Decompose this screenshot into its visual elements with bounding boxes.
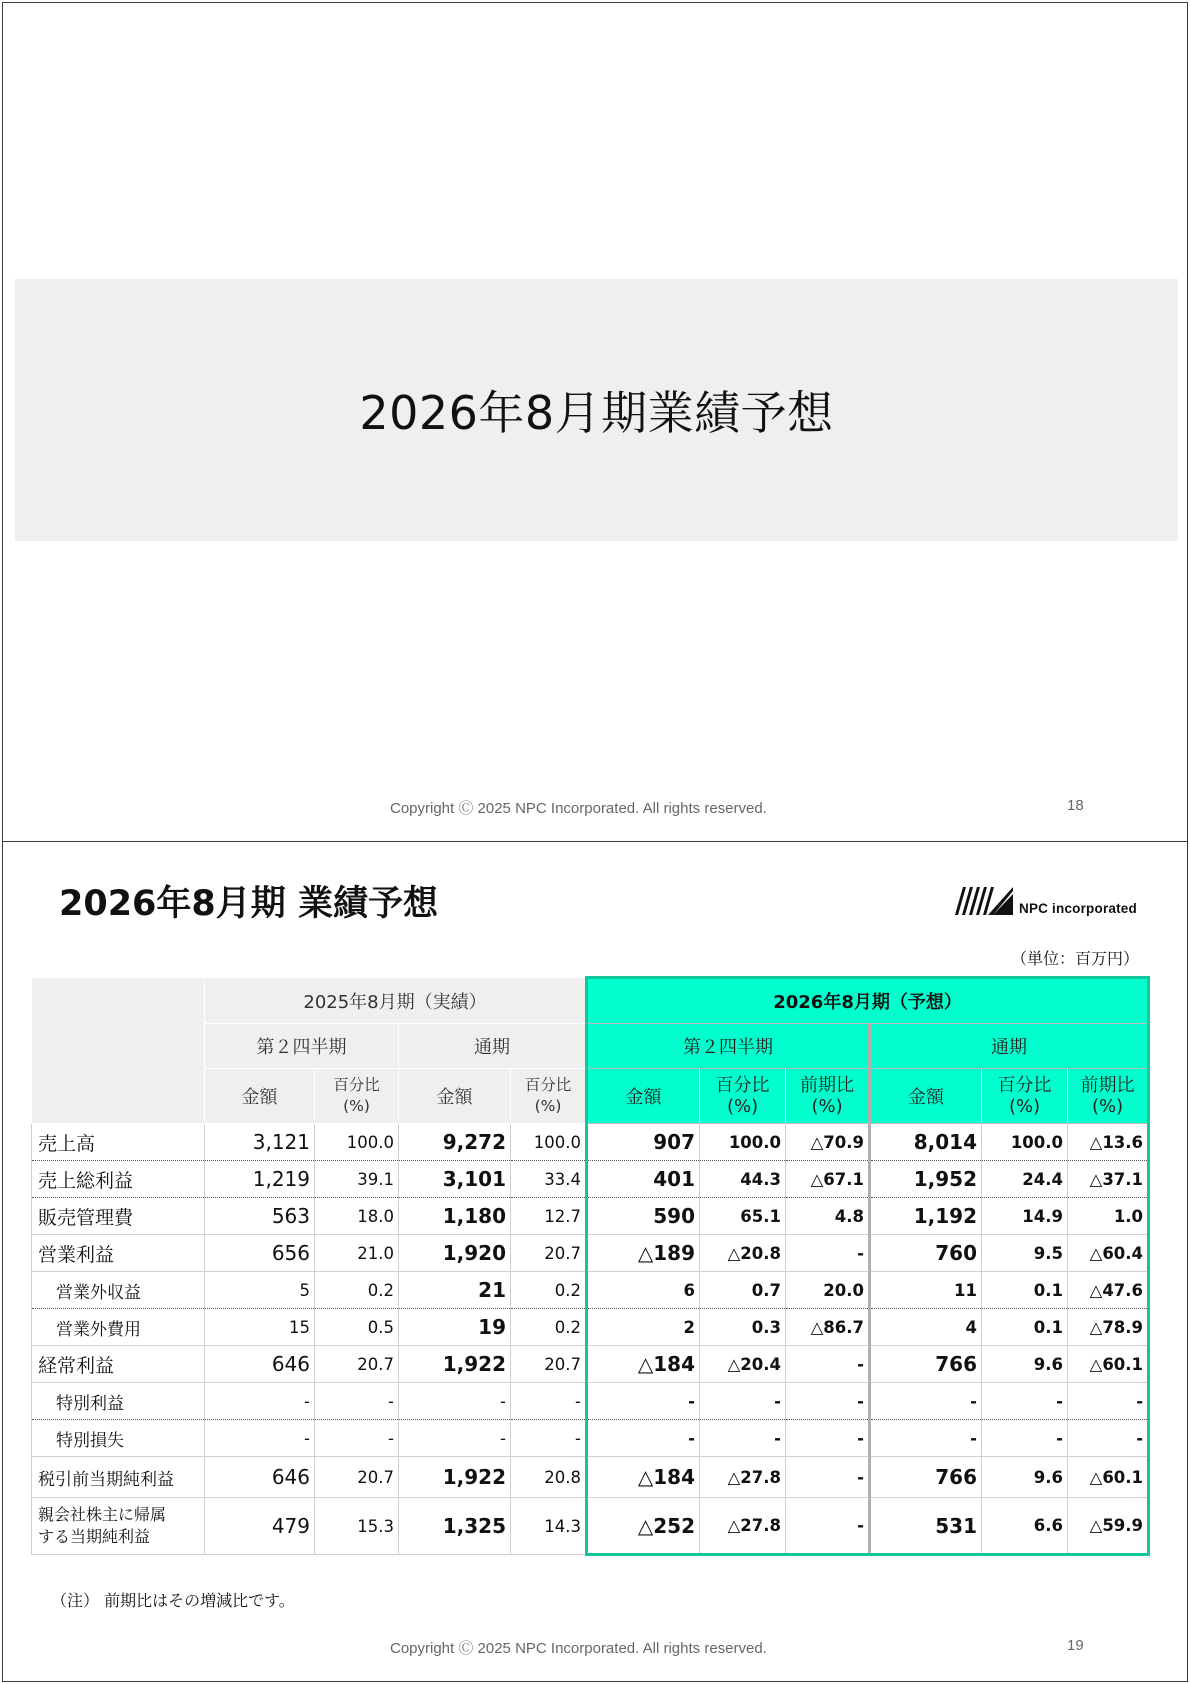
row-label: 経常利益 bbox=[32, 1346, 205, 1383]
header-amount: 金額 bbox=[870, 1069, 982, 1124]
cell-value: - bbox=[700, 1383, 786, 1420]
cell-value: △252 bbox=[587, 1498, 700, 1555]
row-label: 税引前当期純利益 bbox=[32, 1457, 205, 1498]
section-banner bbox=[15, 279, 1178, 541]
row-label: 売上総利益 bbox=[32, 1161, 205, 1198]
cell-value: 1.0 bbox=[1068, 1198, 1149, 1235]
cell-value: 0.2 bbox=[511, 1272, 587, 1309]
page-number: 19 bbox=[1067, 1637, 1084, 1654]
cell-value: 531 bbox=[870, 1498, 982, 1555]
company-logo bbox=[953, 886, 1137, 916]
cell-value: 12.7 bbox=[511, 1198, 587, 1235]
slide-18 bbox=[2, 2, 1188, 842]
cell-value: 20.7 bbox=[511, 1346, 587, 1383]
cell-value: 3,101 bbox=[399, 1161, 511, 1198]
cell-value: - bbox=[982, 1420, 1068, 1457]
cell-value: 760 bbox=[870, 1235, 982, 1272]
cell-value: △184 bbox=[587, 1457, 700, 1498]
cell-value: 14.3 bbox=[511, 1498, 587, 1555]
unit-label: （単位：百万円） bbox=[1010, 949, 1139, 968]
cell-value: - bbox=[700, 1420, 786, 1457]
cell-value: 100.0 bbox=[700, 1124, 786, 1161]
financial-forecast-table bbox=[31, 976, 1150, 1556]
cell-value: △20.4 bbox=[700, 1346, 786, 1383]
npc-logo-icon bbox=[953, 886, 1015, 916]
cell-value: △60.1 bbox=[1068, 1457, 1149, 1498]
cell-value: - bbox=[786, 1346, 870, 1383]
table-row-net-income-parent bbox=[32, 1498, 1149, 1555]
slide-19 bbox=[2, 842, 1188, 1682]
cell-value: - bbox=[786, 1420, 870, 1457]
row-label: 営業外収益 bbox=[32, 1272, 205, 1309]
cell-value: 1,192 bbox=[870, 1198, 982, 1235]
header-forecast-q2: 第２四半期 bbox=[587, 1024, 870, 1069]
cell-value: 1,219 bbox=[205, 1161, 315, 1198]
logo-text: NPC incorporated bbox=[1019, 901, 1137, 916]
cell-value: 44.3 bbox=[700, 1161, 786, 1198]
cell-value: △67.1 bbox=[786, 1161, 870, 1198]
header-amount: 金額 bbox=[205, 1069, 315, 1124]
cell-value: △59.9 bbox=[1068, 1498, 1149, 1555]
table-row-extraordinary-loss bbox=[32, 1420, 1149, 1457]
cell-value: 39.1 bbox=[315, 1161, 399, 1198]
cell-value: 5 bbox=[205, 1272, 315, 1309]
table-row-sga bbox=[32, 1198, 1149, 1235]
cell-value: 100.0 bbox=[315, 1124, 399, 1161]
cell-value: 401 bbox=[587, 1161, 700, 1198]
cell-value: 0.5 bbox=[315, 1309, 399, 1346]
cell-value: - bbox=[399, 1420, 511, 1457]
cell-value: 19 bbox=[399, 1309, 511, 1346]
cell-value: 646 bbox=[205, 1457, 315, 1498]
cell-value: 563 bbox=[205, 1198, 315, 1235]
table-row-operating-profit bbox=[32, 1235, 1149, 1272]
cell-value: 9,272 bbox=[399, 1124, 511, 1161]
cell-value: 766 bbox=[870, 1457, 982, 1498]
header-ratio: 百分比 (%) bbox=[315, 1069, 399, 1124]
cell-value: 0.3 bbox=[700, 1309, 786, 1346]
cell-value: 907 bbox=[587, 1124, 700, 1161]
cell-value: 1,922 bbox=[399, 1346, 511, 1383]
cell-value: - bbox=[587, 1383, 700, 1420]
cell-value: △37.1 bbox=[1068, 1161, 1149, 1198]
cell-value: - bbox=[786, 1235, 870, 1272]
cell-value: - bbox=[511, 1420, 587, 1457]
header-amount: 金額 bbox=[587, 1069, 700, 1124]
cell-value: - bbox=[982, 1383, 1068, 1420]
cell-value: △184 bbox=[587, 1346, 700, 1383]
cell-value: △78.9 bbox=[1068, 1309, 1149, 1346]
cell-value: 20.7 bbox=[315, 1457, 399, 1498]
cell-value: △86.7 bbox=[786, 1309, 870, 1346]
cell-value: 20.7 bbox=[315, 1346, 399, 1383]
cell-value: - bbox=[399, 1383, 511, 1420]
cell-value: 9.6 bbox=[982, 1346, 1068, 1383]
cell-value: - bbox=[1068, 1383, 1149, 1420]
header-actual-q2: 第２四半期 bbox=[205, 1024, 399, 1069]
row-label: 親会社株主に帰属 する当期純利益 bbox=[32, 1498, 205, 1555]
cell-value: - bbox=[205, 1420, 315, 1457]
cell-value: - bbox=[786, 1457, 870, 1498]
cell-value: 4.8 bbox=[786, 1198, 870, 1235]
cell-value: 33.4 bbox=[511, 1161, 587, 1198]
cell-value: 0.7 bbox=[700, 1272, 786, 1309]
cell-value: 9.6 bbox=[982, 1457, 1068, 1498]
cell-value: 656 bbox=[205, 1235, 315, 1272]
cell-value: - bbox=[587, 1420, 700, 1457]
table-row-gross-profit bbox=[32, 1161, 1149, 1198]
cell-value: △60.4 bbox=[1068, 1235, 1149, 1272]
cell-value: 8,014 bbox=[870, 1124, 982, 1161]
cell-value: 2 bbox=[587, 1309, 700, 1346]
cell-value: 11 bbox=[870, 1272, 982, 1309]
cell-value: - bbox=[315, 1383, 399, 1420]
cell-value: 3,121 bbox=[205, 1124, 315, 1161]
copyright-text: Copyright Ⓒ 2025 NPC Incorporated. All rights reserved. bbox=[390, 1640, 767, 1657]
row-label: 特別損失 bbox=[32, 1420, 205, 1457]
cell-value: 100.0 bbox=[511, 1124, 587, 1161]
cell-value: - bbox=[786, 1498, 870, 1555]
row-label: 販売管理費 bbox=[32, 1198, 205, 1235]
cell-value: 21.0 bbox=[315, 1235, 399, 1272]
cell-value: 18.0 bbox=[315, 1198, 399, 1235]
cell-value: △27.8 bbox=[700, 1457, 786, 1498]
cell-value: △60.1 bbox=[1068, 1346, 1149, 1383]
cell-value: - bbox=[1068, 1420, 1149, 1457]
header-ratio: 百分比 (%) bbox=[700, 1069, 786, 1124]
table-row-non-operating-expenses bbox=[32, 1309, 1149, 1346]
header-actual-period: 2025年8月期（実績） bbox=[205, 978, 587, 1024]
slide-footer bbox=[3, 797, 1187, 817]
header-actual-fy: 通期 bbox=[399, 1024, 587, 1069]
cell-value: 20.0 bbox=[786, 1272, 870, 1309]
cell-value: 21 bbox=[399, 1272, 511, 1309]
cell-value: 20.7 bbox=[511, 1235, 587, 1272]
cell-value: 9.5 bbox=[982, 1235, 1068, 1272]
row-label: 特別利益 bbox=[32, 1383, 205, 1420]
row-label: 営業利益 bbox=[32, 1235, 205, 1272]
cell-value: - bbox=[870, 1420, 982, 1457]
table-row-extraordinary-income bbox=[32, 1383, 1149, 1420]
table-row-sales bbox=[32, 1124, 1149, 1161]
page-title: 2026年8月期 業績予想 bbox=[59, 884, 438, 924]
cell-value: - bbox=[511, 1383, 587, 1420]
header-forecast-period: 2026年8月期（予想） bbox=[587, 978, 1149, 1024]
cell-value: 100.0 bbox=[982, 1124, 1068, 1161]
cell-value: △27.8 bbox=[700, 1498, 786, 1555]
cell-value: 1,325 bbox=[399, 1498, 511, 1555]
page-number: 18 bbox=[1067, 797, 1084, 814]
table-row-pretax-income bbox=[32, 1457, 1149, 1498]
cell-value: - bbox=[205, 1383, 315, 1420]
cell-value: △47.6 bbox=[1068, 1272, 1149, 1309]
header-yoy: 前期比 (%) bbox=[1068, 1069, 1149, 1124]
cell-value: 0.1 bbox=[982, 1309, 1068, 1346]
cell-value: - bbox=[786, 1383, 870, 1420]
header-corner bbox=[32, 978, 205, 1124]
cell-value: 15 bbox=[205, 1309, 315, 1346]
table-row-ordinary-profit bbox=[32, 1346, 1149, 1383]
cell-value: 6 bbox=[587, 1272, 700, 1309]
cell-value: △20.8 bbox=[700, 1235, 786, 1272]
row-label: 売上高 bbox=[32, 1124, 205, 1161]
header-forecast-fy: 通期 bbox=[870, 1024, 1149, 1069]
slide-footer bbox=[3, 1637, 1187, 1657]
cell-value: △13.6 bbox=[1068, 1124, 1149, 1161]
table-row-non-operating-income bbox=[32, 1272, 1149, 1309]
cell-value: 1,952 bbox=[870, 1161, 982, 1198]
cell-value: 65.1 bbox=[700, 1198, 786, 1235]
header-amount: 金額 bbox=[399, 1069, 511, 1124]
cell-value: 479 bbox=[205, 1498, 315, 1555]
section-title: 2026年8月期業績予想 bbox=[359, 386, 834, 440]
header-ratio: 百分比 (%) bbox=[511, 1069, 587, 1124]
cell-value: - bbox=[315, 1420, 399, 1457]
cell-value: - bbox=[870, 1383, 982, 1420]
cell-value: 6.6 bbox=[982, 1498, 1068, 1555]
cell-value: △189 bbox=[587, 1235, 700, 1272]
cell-value: 0.1 bbox=[982, 1272, 1068, 1309]
cell-value: 1,180 bbox=[399, 1198, 511, 1235]
cell-value: 590 bbox=[587, 1198, 700, 1235]
header-yoy: 前期比 (%) bbox=[786, 1069, 870, 1124]
copyright-text: Copyright Ⓒ 2025 NPC Incorporated. All rights reserved. bbox=[390, 800, 767, 817]
cell-value: 1,922 bbox=[399, 1457, 511, 1498]
cell-value: 4 bbox=[870, 1309, 982, 1346]
cell-value: 766 bbox=[870, 1346, 982, 1383]
cell-value: 20.8 bbox=[511, 1457, 587, 1498]
row-label: 営業外費用 bbox=[32, 1309, 205, 1346]
cell-value: 646 bbox=[205, 1346, 315, 1383]
cell-value: △70.9 bbox=[786, 1124, 870, 1161]
footnote: （注） 前期比はその増減比です。 bbox=[51, 1591, 295, 1610]
cell-value: 0.2 bbox=[315, 1272, 399, 1309]
cell-value: 14.9 bbox=[982, 1198, 1068, 1235]
cell-value: 15.3 bbox=[315, 1498, 399, 1555]
header-ratio: 百分比 (%) bbox=[982, 1069, 1068, 1124]
cell-value: 0.2 bbox=[511, 1309, 587, 1346]
cell-value: 1,920 bbox=[399, 1235, 511, 1272]
cell-value: 24.4 bbox=[982, 1161, 1068, 1198]
